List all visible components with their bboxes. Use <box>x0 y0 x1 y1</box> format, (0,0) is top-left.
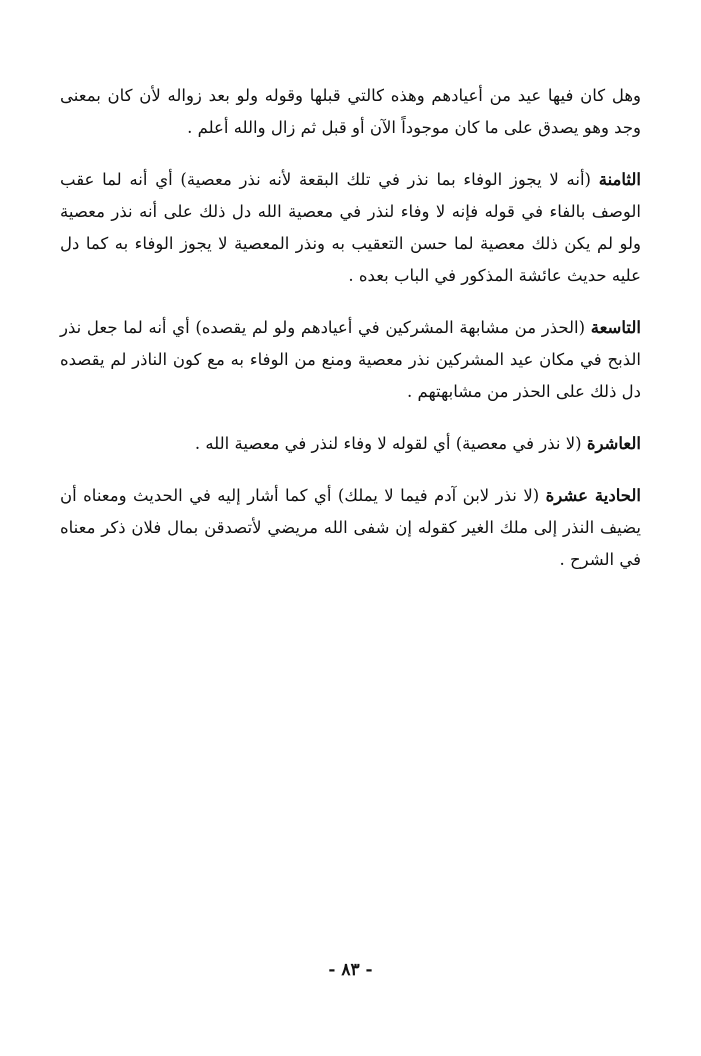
paragraph <box>60 428 641 460</box>
paragraph <box>60 312 641 408</box>
paragraph-text: (لا نذر لابن آدم فيما لا يملك) أي كما أشار إليه في الحديث ومعناه أن يضيف النذر إلى ملك الغير كقوله إن شفى الله مريضي لأتصدقن بمال فلان ذكر معناه في الشرح . <box>60 486 641 569</box>
paragraph <box>60 80 641 144</box>
paragraph-text: (أنه لا يجوز الوفاء بما نذر في تلك البقعة لأنه نذر معصية) أي أنه لما عقب الوصف بالفاء في قوله فإنه لا وفاء لنذر في معصية الله دل ذلك على أنه نذر معصية ولو لم يكن ذلك معصية لما حسن التعقيب به ونذر المعصية لا يجوز الوفاء به كما دل عليه حديث عائشة المذكور في الباب بعده . <box>60 170 641 285</box>
page-number: - ٨٣ - <box>328 960 373 980</box>
paragraph-text: وهل كان فيها عيد من أعيادهم وهذه كالتي قبلها وقوله ولو بعد زواله لأن كان بمعنى وجد وهو يصدق على ما كان موجوداً الآن أو قبل ثم زال والله أعلم . <box>60 86 641 137</box>
paragraph-lead: التاسعة <box>590 318 641 337</box>
paragraph <box>60 480 641 576</box>
page-body <box>60 80 641 596</box>
paragraph-text: (لا نذر في معصية) أي لقوله لا وفاء لنذر في معصية الله . <box>194 434 582 453</box>
paragraph <box>60 164 641 292</box>
paragraph-text: (الحذر من مشابهة المشركين في أعيادهم ولو لم يقصده) أي أنه لما جعل نذر الذبح في مكان عيد المشركين نذر معصية ومنع من الوفاء به مع كون الناذر لم يقصده دل ذلك على الحذر من مشابهتهم . <box>60 318 641 401</box>
paragraph-lead: العاشرة <box>586 434 641 453</box>
paragraph-lead: الحادية عشرة <box>545 486 642 505</box>
paragraph-lead: الثامنة <box>598 170 641 189</box>
